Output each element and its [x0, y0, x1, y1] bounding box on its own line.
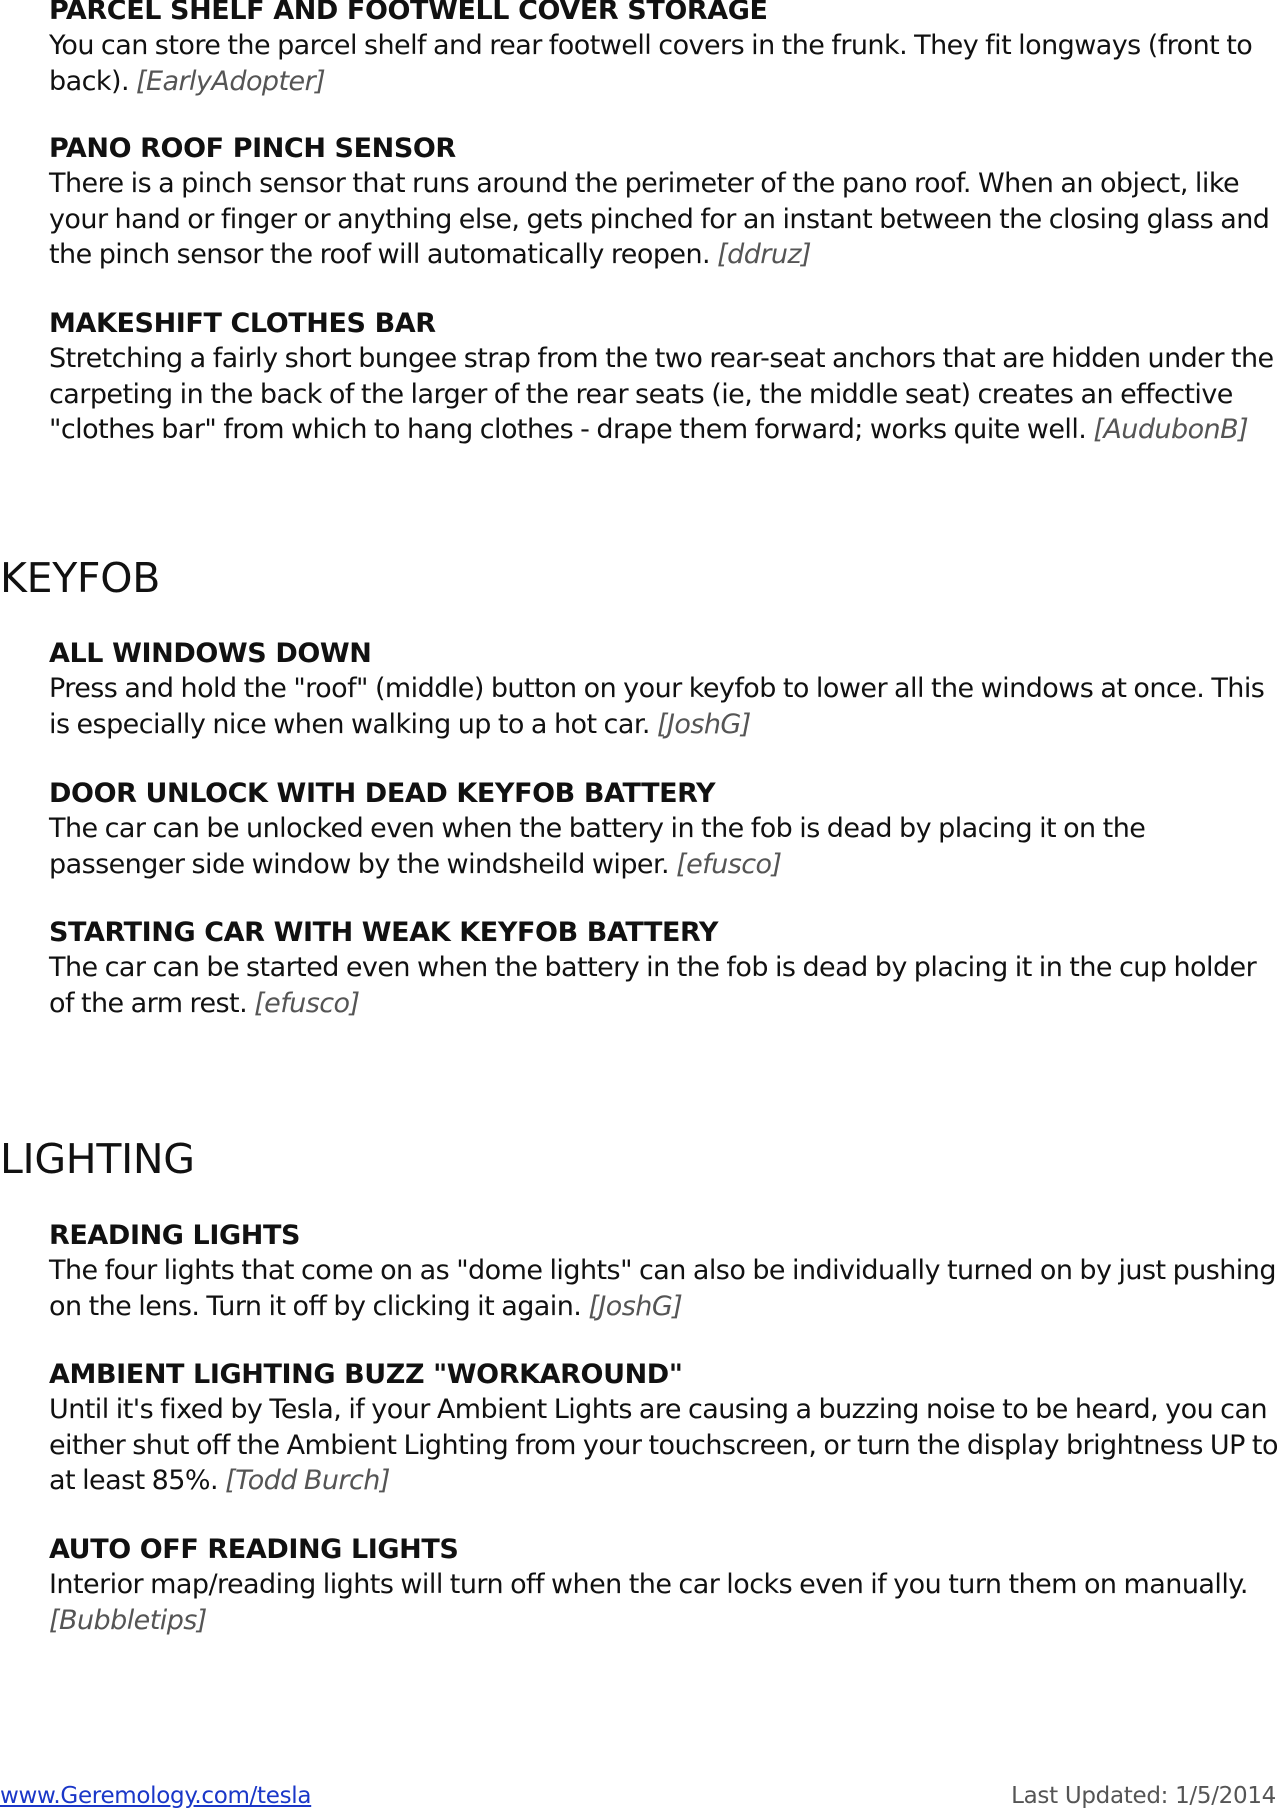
tip-title: MAKESHIFT CLOTHES BAR	[49, 308, 436, 339]
section-heading-keyfob: KEYFOB	[0, 554, 161, 602]
tip-door-unlock	[49, 777, 1280, 882]
tip-author: [JoshG]	[588, 1290, 683, 1322]
tip-all-windows-down	[49, 637, 1280, 742]
tip-body	[49, 28, 1280, 99]
tip-title: DOOR UNLOCK WITH DEAD KEYFOB BATTERY	[49, 778, 716, 809]
tip-author: [ddruz]	[717, 239, 812, 270]
tip-title: STARTING CAR WITH WEAK KEYFOB BATTERY	[49, 917, 719, 948]
tip-text: Stretching a fairly short bungee strap from the two rear-seat anchors that are hidden under the carpeting in the back of the larger of the rear seats (ie, the middle seat) creates an effective "clothes bar" from which to hang clothes - drape them forward; works quite well.	[49, 343, 1274, 445]
tip-parcel-shelf	[49, 0, 1280, 99]
tip-pano-roof	[49, 132, 1280, 273]
tip-clothes-bar	[49, 307, 1280, 448]
tip-title: PARCEL SHELF AND FOOTWELL COVER STORAGE	[49, 0, 768, 26]
tip-text: The car can be unlocked even when the battery in the fob is dead by placing it on the passenger side window by the windsheild wiper.	[49, 813, 1146, 880]
tip-text: The four lights that come on as "dome lights" can also be individually turned on by just pushing on the lens. Turn it off by clicking it again.	[49, 1255, 1276, 1322]
tip-body	[49, 166, 1280, 273]
tip-body	[49, 1567, 1280, 1638]
tip-author: [JoshG]	[656, 708, 751, 740]
tip-body	[49, 811, 1280, 882]
tip-starting-car	[49, 916, 1280, 1021]
tip-title: PANO ROOF PINCH SENSOR	[49, 133, 456, 164]
tip-title: AMBIENT LIGHTING BUZZ "WORKAROUND"	[49, 1359, 683, 1390]
footer-website-link[interactable]: www.Geremology.com/tesla	[0, 1783, 312, 1809]
section-heading-lighting: LIGHTING	[0, 1135, 195, 1183]
tip-text: The car can be started even when the battery in the fob is dead by placing it in the cup holder of the arm rest.	[49, 952, 1257, 1019]
tip-text: You can store the parcel shelf and rear footwell covers in the frunk. They fit longways (front to back).	[49, 30, 1253, 97]
tip-text: Until it's fixed by Tesla, if your Ambient Lights are causing a buzzing noise to be heard, you can either shut off the Ambient Lighting from your touchscreen, or turn the display brightness UP to at least 85%.	[49, 1394, 1278, 1496]
tip-title: READING LIGHTS	[49, 1220, 301, 1251]
tip-text: There is a pinch sensor that runs around the perimeter of the pano roof. When an object, like your hand or finger or anything else, gets pinched for an instant between the closing glass and the pinch sensor the roof will automatically reopen.	[49, 168, 1270, 270]
tip-body	[49, 671, 1280, 742]
tip-text: Interior map/reading lights will turn off when the car locks even if you turn them on manually.	[49, 1569, 1248, 1600]
tip-ambient-lighting	[49, 1358, 1280, 1499]
tip-text: Press and hold the "roof" (middle) button on your keyfob to lower all the windows at once. This is especially nice when walking up to a hot car.	[49, 673, 1265, 740]
tip-author: [EarlyAdopter]	[136, 65, 326, 97]
tip-auto-off-lights	[49, 1533, 1280, 1638]
tip-title: ALL WINDOWS DOWN	[49, 638, 372, 669]
tip-author: [Bubbletips]	[49, 1604, 207, 1636]
tip-body	[49, 1253, 1280, 1324]
tip-reading-lights	[49, 1219, 1280, 1324]
tip-author: [Todd Burch]	[225, 1465, 390, 1496]
tip-author: [efusco]	[254, 987, 360, 1019]
tip-title: AUTO OFF READING LIGHTS	[49, 1534, 459, 1565]
tip-author: [efusco]	[676, 848, 782, 880]
footer-last-updated: Last Updated: 1/5/2014	[1011, 1783, 1276, 1809]
tip-author: [AudubonB]	[1093, 414, 1249, 445]
tip-body	[49, 1392, 1280, 1499]
tip-body	[49, 341, 1280, 448]
tip-body	[49, 950, 1280, 1021]
